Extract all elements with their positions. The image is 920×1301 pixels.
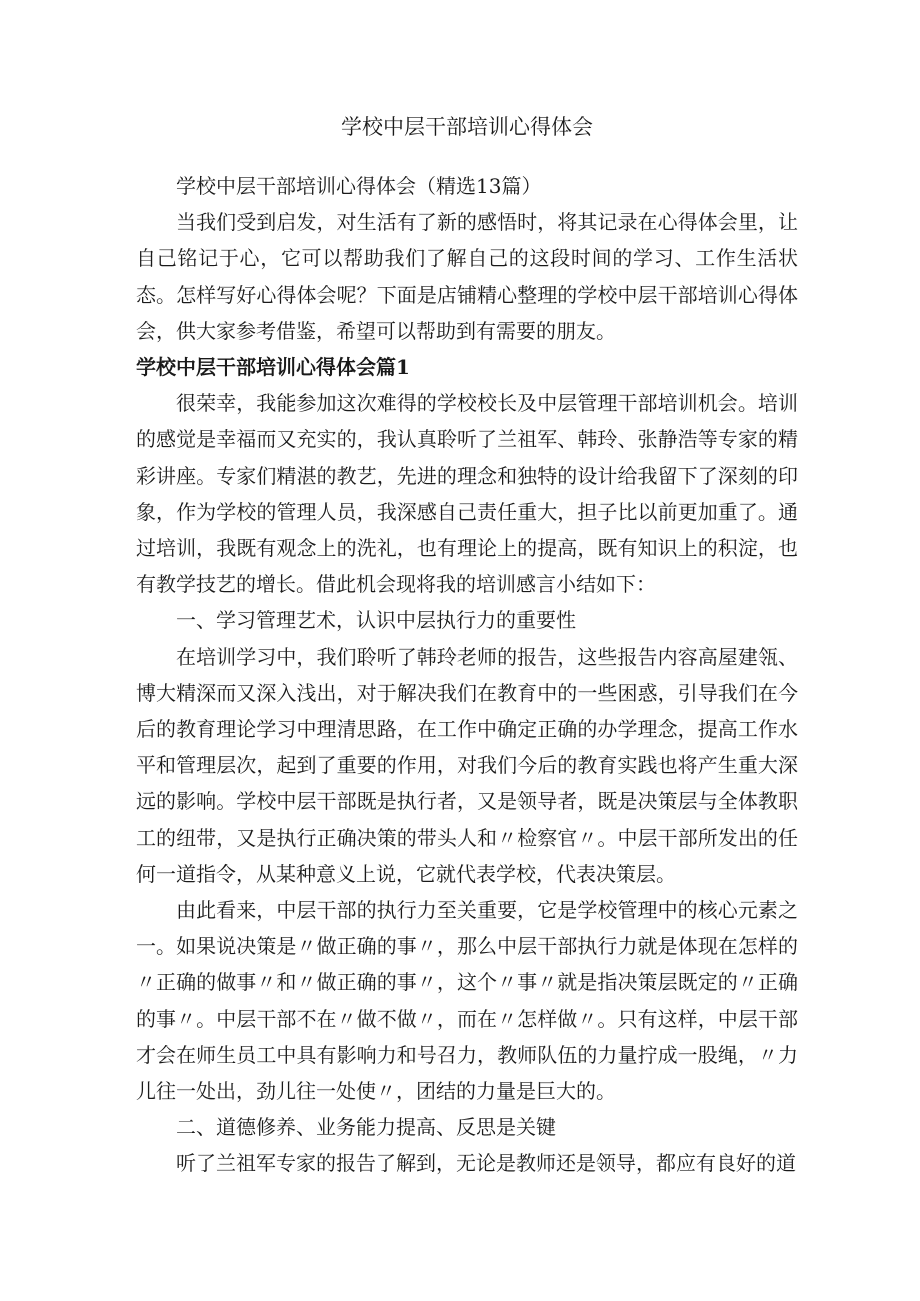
paragraph-morality: 听了兰祖军专家的报告了解到，无论是教师还是领导，都应有良好的道 [176, 1151, 796, 1176]
document-body [136, 168, 798, 1182]
paragraph-execution: 在培训学习中，我们聆听了韩玲老师的报告，这些报告内容高屋建瓴、博大精深而又深入浅出，对于解决我们在教育中的一些困惑，引导我们在今后的教育理论学习中理清思路，在工作中确定正确的办学理念，提高工作水平和管理层次，起到了重要的作用，对我们今后的教育实践也将产生重大深远的影响。学校中层干部既是执行者，又是领导者，既是决策层与全体教职工的纽带，又是执行正确决策的带头人和〃检察官〃。中层干部所发出的任何一道指令，从某种意义上说，它就代表学校，代表决策层。 [136, 644, 798, 886]
document-subtitle: 学校中层干部培训心得体会（精选13篇） [176, 174, 542, 198]
paragraph-conclusion: 由此看来，中层干部的执行力至关重要，它是学校管理中的核心元素之一。如果说决策是〃做正确的事〃，那么中层干部执行力就是体现在怎样的〃正确的做事〃和〃做正确的事〃，这个〃事〃就是指决策层既定的〃正确的事〃。中层干部不在〃做不做〃，而在〃怎样做〃。只有这样，中层干部才会在师生员工中具有影响力和号召力，教师队伍的力量拧成一股绳，〃力儿往一处出，劲儿往一处使〃，团结的力量是巨大的。 [136, 898, 798, 1104]
document-title: 学校中层干部培训心得体会 [341, 115, 593, 139]
section-heading: 学校中层干部培训心得体会篇1 [136, 355, 410, 380]
subheading-one: 一、学习管理艺术，认识中层执行力的重要性 [176, 608, 576, 633]
subheading-two: 二、道德修养、业务能力提高、反思是关键 [176, 1115, 556, 1140]
intro-paragraph: 当我们受到启发，对生活有了新的感悟时，将其记录在心得体会里，让自己铭记于心，它可以帮助我们了解自己的这段时间的学习、工作生活状态。怎样写好心得体会呢？下面是店铺精心整理的学校中层干部培训心得体会，供大家参考借鉴，希望可以帮助到有需要的朋友。 [136, 210, 798, 343]
paragraph-opening: 很荣幸，我能参加这次难得的学校校长及中层管理干部培训机会。培训的感觉是幸福而又充实的，我认真聆听了兰祖军、韩玲、张静浩等专家的精彩讲座。专家们精湛的教艺，先进的理念和独特的设计给我留下了深刻的印象，作为学校的管理人员，我深感自己责任重大，担子比以前更加重了。通过培训，我既有观念上的洗礼，也有理论上的提高，既有知识上的积淀，也有教学技艺的增长。借此机会现将我的培训感言小结如下： [136, 391, 798, 597]
